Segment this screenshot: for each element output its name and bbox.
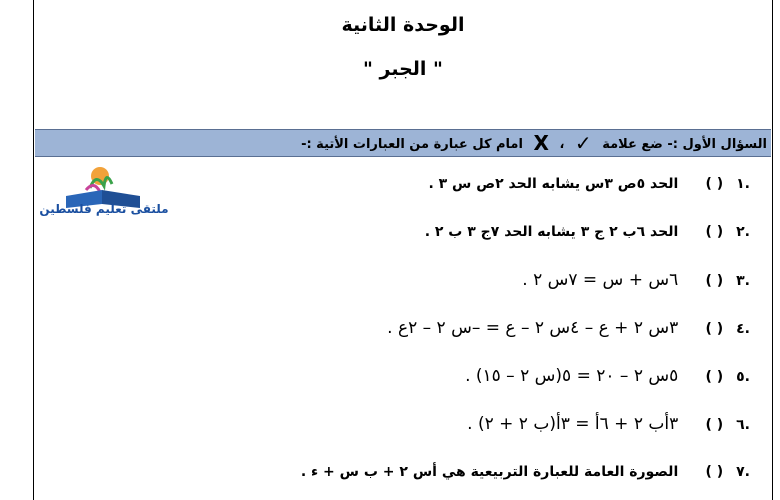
question-instruction-start: السؤال الأول :- ضع علامة xyxy=(602,137,767,152)
statement-text: ٣أب ٢ + ٦أ = ٣أ(ب ٢ + ٢) . xyxy=(467,414,679,434)
statement-number: .٢ xyxy=(736,224,750,240)
page-title: الوحدة الثانية xyxy=(341,14,465,36)
logo-label: ملتقى تعليم فلسطين xyxy=(39,202,169,216)
statement-text: ٥س ٢ – ٢٠ = ٥(س ٢ – ١٥) . xyxy=(465,366,679,386)
statement-list xyxy=(190,160,750,496)
answer-blank: ( ) xyxy=(705,369,724,385)
question-separator: ، xyxy=(559,137,565,152)
answer-blank: ( ) xyxy=(705,417,724,433)
page-subtitle: " الجبر " xyxy=(363,58,443,80)
statement-number: .٤ xyxy=(736,321,750,337)
statement-text: ٣س ٢ + ع – ٤س ٢ – ع = –س ٢ – ٢ع . xyxy=(387,318,679,338)
statement-number: .٦ xyxy=(736,417,750,433)
question-instruction-bar xyxy=(35,129,771,157)
header xyxy=(34,8,772,86)
statement-number: .٣ xyxy=(736,273,750,289)
statement-item-3 xyxy=(190,256,750,304)
statement-text: الحد ٦ب ٢ ج ٣ يشابه الحد ٧ج ٣ ب ٢ . xyxy=(424,224,679,240)
statement-text: ٦س + س = ٧س ٢ . xyxy=(522,270,679,290)
statement-number: .٥ xyxy=(736,369,750,385)
statement-text: الصورة العامة للعبارة التربيعية هي أس ٢ + ب س + ء . xyxy=(300,464,679,480)
statement-item-6 xyxy=(190,400,750,448)
answer-blank: ( ) xyxy=(705,224,724,240)
statement-number: .٧ xyxy=(736,464,750,480)
check-mark-icon: ✓ xyxy=(574,131,592,155)
answer-blank: ( ) xyxy=(705,176,724,192)
statement-item-1 xyxy=(190,160,750,208)
answer-blank: ( ) xyxy=(705,321,724,337)
cross-mark-icon: X xyxy=(533,131,549,155)
statement-number: .١ xyxy=(736,176,750,192)
question-instruction-end: امام كل عبارة من العبارات الأتية :- xyxy=(301,137,523,152)
statement-item-5 xyxy=(190,352,750,400)
document-page xyxy=(33,0,773,500)
answer-blank: ( ) xyxy=(705,464,724,480)
statement-item-4 xyxy=(190,304,750,352)
answer-blank: ( ) xyxy=(705,273,724,289)
statement-item-7 xyxy=(190,448,750,496)
statement-text: الحد ٥ص ٣س يشابه الحد ٢ص س ٣ . xyxy=(428,176,679,192)
statement-item-2 xyxy=(190,208,750,256)
